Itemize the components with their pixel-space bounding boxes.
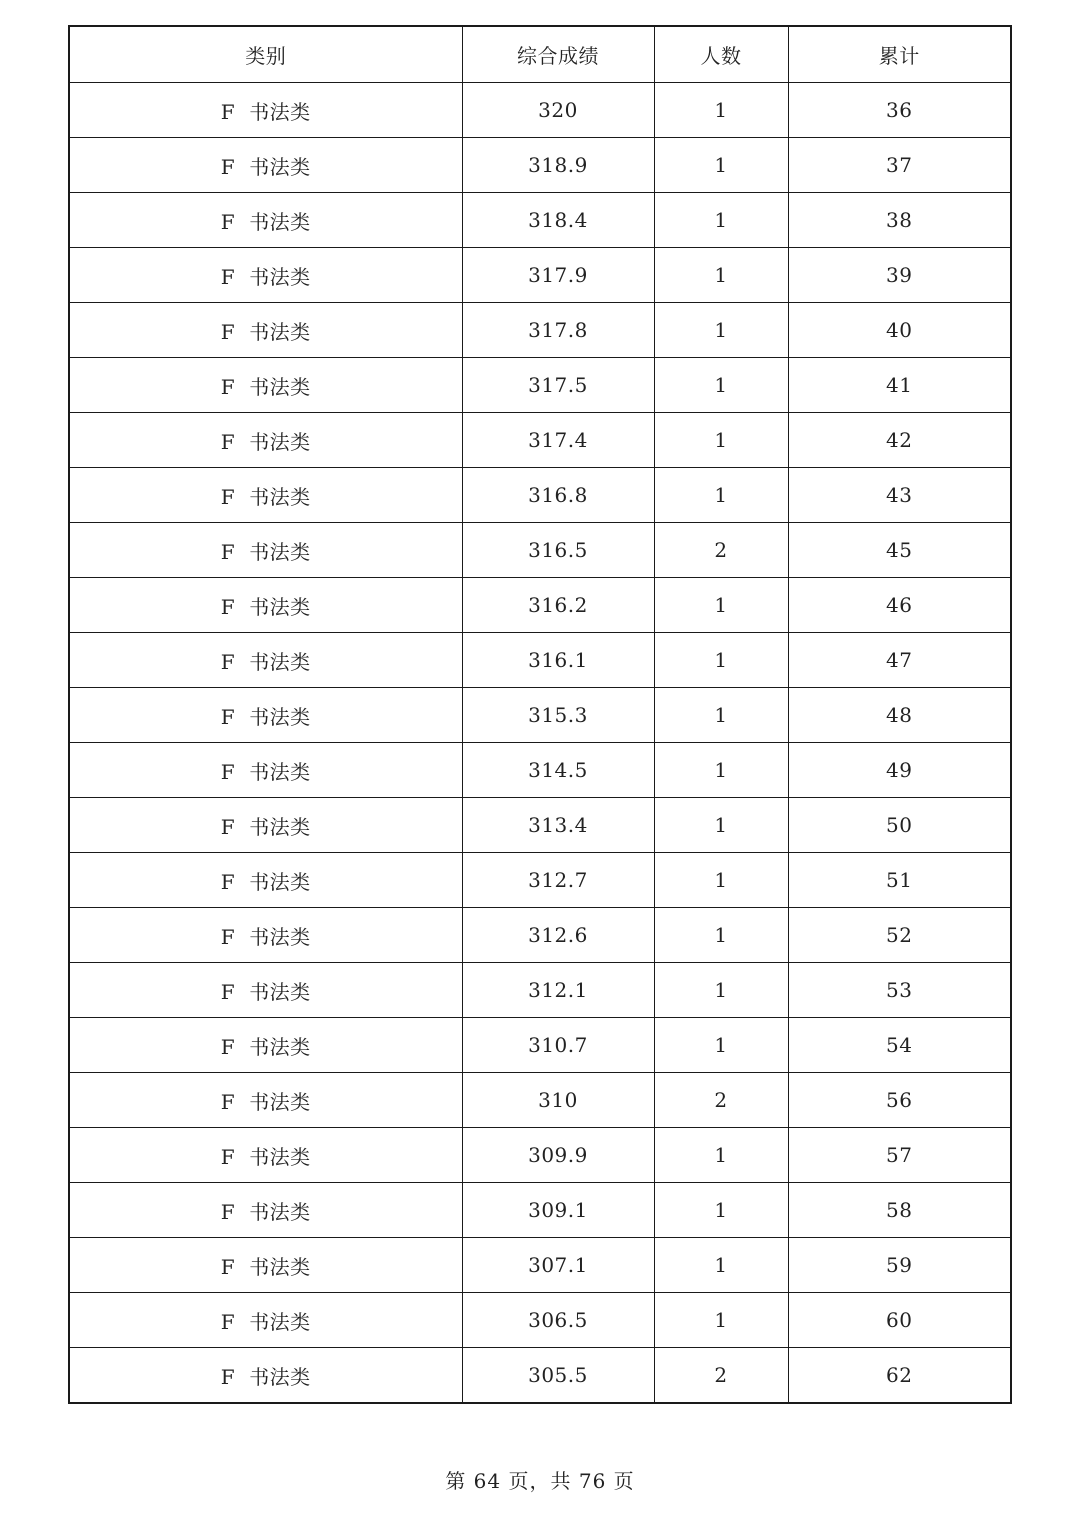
category-letter: F bbox=[220, 154, 236, 179]
table-row bbox=[69, 743, 1011, 798]
table-body bbox=[69, 83, 1011, 1404]
category-name: 书法类 bbox=[249, 924, 311, 949]
cell-total: 50 bbox=[788, 798, 1011, 853]
cell-score: 316.1 bbox=[462, 633, 654, 688]
cell-total: 57 bbox=[788, 1128, 1011, 1183]
table-row bbox=[69, 1073, 1011, 1128]
category-name: 书法类 bbox=[249, 1254, 311, 1279]
cell-category bbox=[69, 523, 462, 578]
category-name: 书法类 bbox=[249, 869, 311, 894]
cell-score: 320 bbox=[462, 83, 654, 138]
cell-count: 1 bbox=[654, 1183, 788, 1238]
cell-category bbox=[69, 303, 462, 358]
category-letter: F bbox=[220, 264, 236, 289]
table-row bbox=[69, 1128, 1011, 1183]
table-row bbox=[69, 1183, 1011, 1238]
table-row bbox=[69, 853, 1011, 908]
cell-count: 1 bbox=[654, 853, 788, 908]
table-row bbox=[69, 963, 1011, 1018]
category-letter: F bbox=[220, 924, 236, 949]
category-name: 书法类 bbox=[249, 594, 311, 619]
cell-score: 316.2 bbox=[462, 578, 654, 633]
cell-score: 310 bbox=[462, 1073, 654, 1128]
cell-score: 312.7 bbox=[462, 853, 654, 908]
cell-total: 54 bbox=[788, 1018, 1011, 1073]
cell-count: 1 bbox=[654, 798, 788, 853]
cell-score: 318.4 bbox=[462, 193, 654, 248]
category-letter: F bbox=[220, 649, 236, 674]
cell-count: 1 bbox=[654, 743, 788, 798]
table-row bbox=[69, 1018, 1011, 1073]
table-row bbox=[69, 83, 1011, 138]
category-name: 书法类 bbox=[249, 209, 311, 234]
category-name: 书法类 bbox=[249, 484, 311, 509]
cell-total: 36 bbox=[788, 83, 1011, 138]
category-letter: F bbox=[220, 429, 236, 454]
table-row bbox=[69, 688, 1011, 743]
category-letter: F bbox=[220, 1034, 236, 1059]
cell-score: 317.5 bbox=[462, 358, 654, 413]
category-name: 书法类 bbox=[249, 1144, 311, 1169]
cell-score: 317.4 bbox=[462, 413, 654, 468]
cell-total: 37 bbox=[788, 138, 1011, 193]
category-letter: F bbox=[220, 1254, 236, 1279]
cell-score: 307.1 bbox=[462, 1238, 654, 1293]
category-name: 书法类 bbox=[249, 649, 311, 674]
cell-score: 317.8 bbox=[462, 303, 654, 358]
cell-category bbox=[69, 963, 462, 1018]
cell-count: 1 bbox=[654, 193, 788, 248]
category-name: 书法类 bbox=[249, 1199, 311, 1224]
table-row bbox=[69, 468, 1011, 523]
category-letter: F bbox=[220, 374, 236, 399]
cell-total: 59 bbox=[788, 1238, 1011, 1293]
cell-category bbox=[69, 193, 462, 248]
cell-category bbox=[69, 1183, 462, 1238]
table-row bbox=[69, 578, 1011, 633]
header-count: 人数 bbox=[654, 26, 788, 83]
category-letter: F bbox=[220, 539, 236, 564]
table-row bbox=[69, 248, 1011, 303]
category-name: 书法类 bbox=[249, 264, 311, 289]
category-name: 书法类 bbox=[249, 979, 311, 1004]
table-row bbox=[69, 798, 1011, 853]
category-name: 书法类 bbox=[249, 1089, 311, 1114]
table-row bbox=[69, 1348, 1011, 1404]
category-letter: F bbox=[220, 1364, 236, 1389]
cell-count: 2 bbox=[654, 523, 788, 578]
cell-score: 315.3 bbox=[462, 688, 654, 743]
cell-category bbox=[69, 1128, 462, 1183]
category-letter: F bbox=[220, 869, 236, 894]
cell-total: 46 bbox=[788, 578, 1011, 633]
category-name: 书法类 bbox=[249, 704, 311, 729]
header-score: 综合成绩 bbox=[462, 26, 654, 83]
cell-score: 309.9 bbox=[462, 1128, 654, 1183]
category-letter: F bbox=[220, 979, 236, 1004]
category-name: 书法类 bbox=[249, 429, 311, 454]
table-row bbox=[69, 1293, 1011, 1348]
cell-count: 1 bbox=[654, 633, 788, 688]
cell-count: 1 bbox=[654, 83, 788, 138]
cell-score: 314.5 bbox=[462, 743, 654, 798]
cell-score: 313.4 bbox=[462, 798, 654, 853]
cell-total: 39 bbox=[788, 248, 1011, 303]
cell-score: 312.6 bbox=[462, 908, 654, 963]
category-name: 书法类 bbox=[249, 1034, 311, 1059]
category-letter: F bbox=[220, 759, 236, 784]
cell-score: 306.5 bbox=[462, 1293, 654, 1348]
cell-category bbox=[69, 688, 462, 743]
header-row bbox=[69, 26, 1011, 83]
category-letter: F bbox=[220, 814, 236, 839]
cell-count: 1 bbox=[654, 688, 788, 743]
category-letter: F bbox=[220, 319, 236, 344]
category-name: 书法类 bbox=[249, 1364, 311, 1389]
cell-total: 53 bbox=[788, 963, 1011, 1018]
category-letter: F bbox=[220, 1089, 236, 1114]
cell-total: 38 bbox=[788, 193, 1011, 248]
cell-category bbox=[69, 633, 462, 688]
table-row bbox=[69, 633, 1011, 688]
category-name: 书法类 bbox=[249, 154, 311, 179]
table-row bbox=[69, 193, 1011, 248]
table-row bbox=[69, 523, 1011, 578]
cell-count: 1 bbox=[654, 908, 788, 963]
cell-category bbox=[69, 1073, 462, 1128]
cell-total: 60 bbox=[788, 1293, 1011, 1348]
cell-count: 1 bbox=[654, 1238, 788, 1293]
cell-total: 48 bbox=[788, 688, 1011, 743]
cell-category bbox=[69, 798, 462, 853]
cell-count: 1 bbox=[654, 1128, 788, 1183]
category-name: 书法类 bbox=[249, 814, 311, 839]
cell-total: 43 bbox=[788, 468, 1011, 523]
cell-total: 47 bbox=[788, 633, 1011, 688]
cell-category bbox=[69, 1238, 462, 1293]
cell-category bbox=[69, 578, 462, 633]
cell-count: 1 bbox=[654, 303, 788, 358]
category-letter: F bbox=[220, 484, 236, 509]
category-name: 书法类 bbox=[249, 99, 311, 124]
category-letter: F bbox=[220, 99, 236, 124]
category-name: 书法类 bbox=[249, 539, 311, 564]
cell-total: 58 bbox=[788, 1183, 1011, 1238]
cell-total: 62 bbox=[788, 1348, 1011, 1404]
cell-count: 1 bbox=[654, 578, 788, 633]
cell-count: 1 bbox=[654, 1293, 788, 1348]
page-number: 第 64 页，共 76 页 bbox=[445, 1469, 635, 1493]
cell-category bbox=[69, 468, 462, 523]
cell-score: 318.9 bbox=[462, 138, 654, 193]
cell-count: 1 bbox=[654, 963, 788, 1018]
table-row bbox=[69, 303, 1011, 358]
cell-count: 1 bbox=[654, 248, 788, 303]
cell-score: 316.8 bbox=[462, 468, 654, 523]
category-letter: F bbox=[220, 594, 236, 619]
cell-score: 309.1 bbox=[462, 1183, 654, 1238]
cell-count: 1 bbox=[654, 413, 788, 468]
cell-total: 56 bbox=[788, 1073, 1011, 1128]
cell-count: 2 bbox=[654, 1348, 788, 1404]
category-name: 书法类 bbox=[249, 759, 311, 784]
cell-count: 1 bbox=[654, 358, 788, 413]
cell-category bbox=[69, 138, 462, 193]
cell-category bbox=[69, 358, 462, 413]
cell-count: 1 bbox=[654, 138, 788, 193]
header-category: 类别 bbox=[69, 26, 462, 83]
category-name: 书法类 bbox=[249, 319, 311, 344]
category-name: 书法类 bbox=[249, 374, 311, 399]
category-letter: F bbox=[220, 209, 236, 234]
cell-count: 1 bbox=[654, 468, 788, 523]
cell-total: 51 bbox=[788, 853, 1011, 908]
cell-category bbox=[69, 413, 462, 468]
score-table bbox=[68, 25, 1012, 1404]
cell-category bbox=[69, 853, 462, 908]
category-letter: F bbox=[220, 704, 236, 729]
cell-score: 305.5 bbox=[462, 1348, 654, 1404]
cell-score: 316.5 bbox=[462, 523, 654, 578]
cell-total: 45 bbox=[788, 523, 1011, 578]
cell-category bbox=[69, 743, 462, 798]
category-letter: F bbox=[220, 1144, 236, 1169]
table-row bbox=[69, 138, 1011, 193]
cell-score: 312.1 bbox=[462, 963, 654, 1018]
cell-total: 49 bbox=[788, 743, 1011, 798]
cell-category bbox=[69, 83, 462, 138]
cell-score: 310.7 bbox=[462, 1018, 654, 1073]
table-header bbox=[69, 26, 1011, 83]
cell-category bbox=[69, 908, 462, 963]
cell-score: 317.9 bbox=[462, 248, 654, 303]
category-name: 书法类 bbox=[249, 1309, 311, 1334]
cell-total: 52 bbox=[788, 908, 1011, 963]
category-letter: F bbox=[220, 1309, 236, 1334]
table-row bbox=[69, 413, 1011, 468]
cell-category bbox=[69, 248, 462, 303]
cell-category bbox=[69, 1348, 462, 1404]
table-row bbox=[69, 358, 1011, 413]
cell-count: 1 bbox=[654, 1018, 788, 1073]
cell-category bbox=[69, 1293, 462, 1348]
cell-total: 40 bbox=[788, 303, 1011, 358]
category-letter: F bbox=[220, 1199, 236, 1224]
cell-total: 42 bbox=[788, 413, 1011, 468]
table-row bbox=[69, 908, 1011, 963]
cell-category bbox=[69, 1018, 462, 1073]
header-total: 累计 bbox=[788, 26, 1011, 83]
table-row bbox=[69, 1238, 1011, 1293]
cell-total: 41 bbox=[788, 358, 1011, 413]
cell-count: 2 bbox=[654, 1073, 788, 1128]
